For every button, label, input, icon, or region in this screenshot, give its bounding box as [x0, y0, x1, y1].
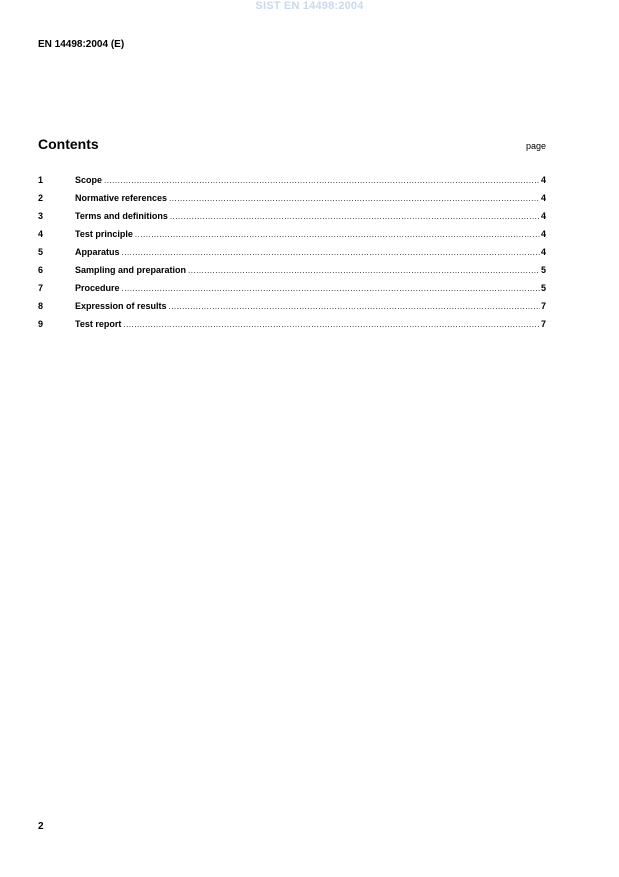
dot-leader — [169, 302, 540, 311]
toc-entry-page[interactable]: 4 — [540, 247, 546, 257]
dot-leader — [122, 248, 540, 257]
dot-leader — [170, 212, 540, 221]
toc-entry[interactable] — [38, 247, 546, 265]
toc-entry-number: 9 — [38, 319, 44, 329]
toc-entry-page[interactable]: 4 — [540, 229, 546, 239]
toc-entry-title[interactable]: Sampling and preparation — [75, 265, 187, 275]
toc-entry-title[interactable]: Apparatus — [75, 247, 120, 257]
toc-entry-title[interactable]: Normative references — [75, 193, 168, 203]
toc-entry[interactable] — [38, 229, 546, 247]
toc-entry[interactable] — [38, 265, 546, 283]
toc-entry-title[interactable]: Test principle — [75, 229, 133, 239]
dot-leader — [169, 194, 540, 203]
table-of-contents — [38, 175, 546, 337]
dot-leader — [135, 230, 540, 239]
document-id: EN 14498:2004 (E) — [38, 39, 125, 50]
dot-leader — [123, 320, 540, 329]
toc-entry-number: 8 — [38, 301, 44, 311]
toc-entry-page[interactable]: 7 — [540, 301, 546, 311]
watermark: SIST EN 14498:2004 — [255, 0, 364, 12]
toc-entry-number: 3 — [38, 211, 44, 221]
footer-page-number: 2 — [38, 821, 44, 832]
toc-entry-page[interactable]: 4 — [540, 193, 546, 203]
toc-entry[interactable] — [38, 319, 546, 337]
toc-entry-page[interactable]: 7 — [540, 319, 546, 329]
contents-heading — [38, 136, 546, 152]
toc-entry-page[interactable]: 4 — [540, 175, 546, 185]
dot-leader — [188, 266, 540, 275]
toc-entry-number: 7 — [38, 283, 44, 293]
contents-title: Contents — [38, 136, 99, 152]
toc-entry-title[interactable]: Scope — [75, 175, 103, 185]
toc-entry[interactable] — [38, 193, 546, 211]
page-column-label: page — [525, 141, 546, 151]
toc-entry[interactable] — [38, 175, 546, 193]
toc-entry[interactable] — [38, 283, 546, 301]
toc-entry-number: 5 — [38, 247, 44, 257]
toc-entry-page[interactable]: 5 — [540, 265, 546, 275]
toc-entry-number: 6 — [38, 265, 44, 275]
dot-leader — [122, 284, 540, 293]
toc-entry-title[interactable]: Procedure — [75, 283, 120, 293]
toc-entry-number: 2 — [38, 193, 44, 203]
toc-entry-title[interactable]: Test report — [75, 319, 122, 329]
toc-entry[interactable] — [38, 211, 546, 229]
toc-entry-page[interactable]: 5 — [540, 283, 546, 293]
toc-entry-number: 4 — [38, 229, 44, 239]
dot-leader — [104, 176, 540, 185]
toc-entry-title[interactable]: Expression of results — [75, 301, 167, 311]
toc-entry-title[interactable]: Terms and definitions — [75, 211, 168, 221]
toc-entry-page[interactable]: 4 — [540, 211, 546, 221]
toc-entry-number: 1 — [38, 175, 44, 185]
toc-entry[interactable] — [38, 301, 546, 319]
